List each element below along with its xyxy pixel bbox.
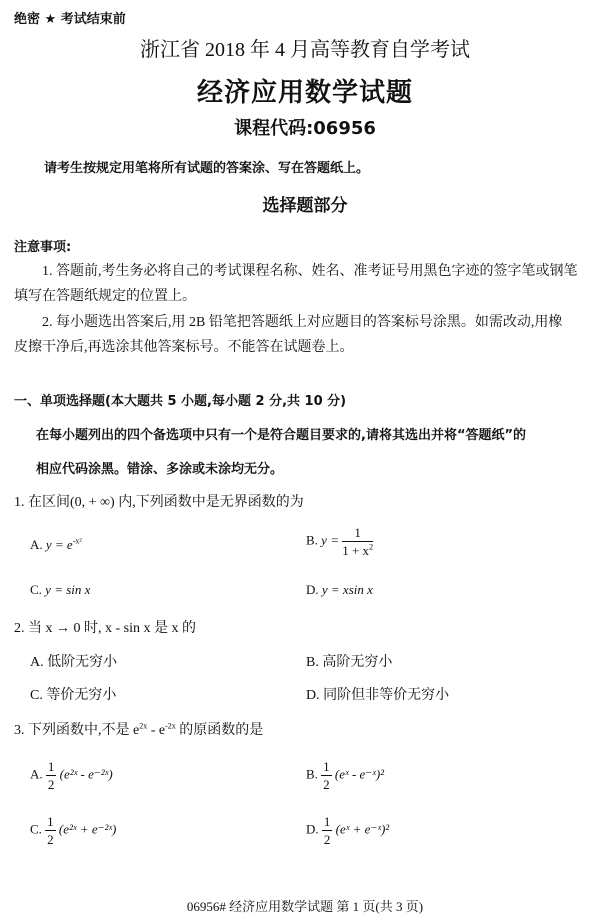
note-1-line2: 填写在答题纸规定的位置上。 [14, 289, 196, 304]
q2-option-c: C. 等价无穷小 [30, 688, 117, 703]
note-2-line2: 皮擦干净后,再选涂其他答案标号。不能答在试题卷上。 [14, 340, 354, 355]
page-footer: 06956# 经济应用数学试题 第 1 页(共 3 页) [186, 899, 424, 914]
q2-option-a: A. 低阶无穷小 [30, 655, 118, 670]
section-title: 选择题部分 [262, 196, 348, 216]
q3-option-d: D. $\frac{1}{2}$ (eˣ + e⁻ˣ)² [306, 814, 390, 847]
question-1-stem: 1. 在区间(0, + ∞) 内,下列函数中是无界函数的为 [14, 495, 304, 510]
q1-option-c: C. y = sin x [30, 582, 91, 597]
course-code: 课程代码:06956 [234, 118, 376, 139]
confidential-label: 绝密 ★ 考试结束前 [14, 12, 126, 27]
exam-name: 浙江省 2018 年 4 月高等教育自学考试 [140, 39, 470, 61]
q3-option-b: B. $\frac{1}{2}$ (eˣ - e⁻ˣ)² [306, 759, 385, 792]
part1-heading: 一、单项选择题(本大题共 5 小题,每小题 2 分,共 10 分) [14, 394, 347, 409]
question-3-stem: 3. 下列函数中,不是 $e^{2x} - e^{-2x}$ 的原函数的是 [14, 721, 264, 738]
q3-option-a: A. $\frac{1}{2}$ (e²ˣ - e⁻²ˣ) [30, 759, 113, 792]
q1-option-d: D. y = xsin x [306, 582, 373, 597]
part1-desc-line1: 在每小题列出的四个备选项中只有一个是符合题目要求的,请将其选出并将“答题纸”的 [36, 428, 527, 443]
q3-option-c: C. $\frac{1}{2}$ (e²ˣ + e⁻²ˣ) [30, 814, 117, 847]
q2-option-d: D. 同阶但非等价无穷小 [306, 688, 450, 703]
subject-title: 经济应用数学试题 [196, 78, 413, 108]
instruction: 请考生按规定用笔将所有试题的答案涂、写在答题纸上。 [44, 161, 370, 176]
q1-option-b: B. y = $\frac{1}{1 + x^2}$ [306, 525, 374, 558]
note-2-line1: 2. 每小题选出答案后,用 2B 铅笔把答题纸上对应题目的答案标号涂黑。如需改动,用橡 [42, 315, 563, 330]
note-1-line1: 1. 答题前,考生务必将自己的考试课程名称、姓名、准考证号用黑色字迹的签字笔或钢笔 [42, 264, 578, 279]
q2-option-b: B. 高阶无穷小 [306, 655, 393, 670]
question-2-stem: 2. 当 x → 0 时, x - sin x 是 x 的 [14, 621, 196, 636]
q1-option-a: A. $y = e^{-x^2}$ [30, 536, 82, 552]
part1-desc-line2: 相应代码涂黑。错涂、多涂或未涂均无分。 [36, 462, 284, 477]
notes-heading: 注意事项: [14, 240, 72, 255]
